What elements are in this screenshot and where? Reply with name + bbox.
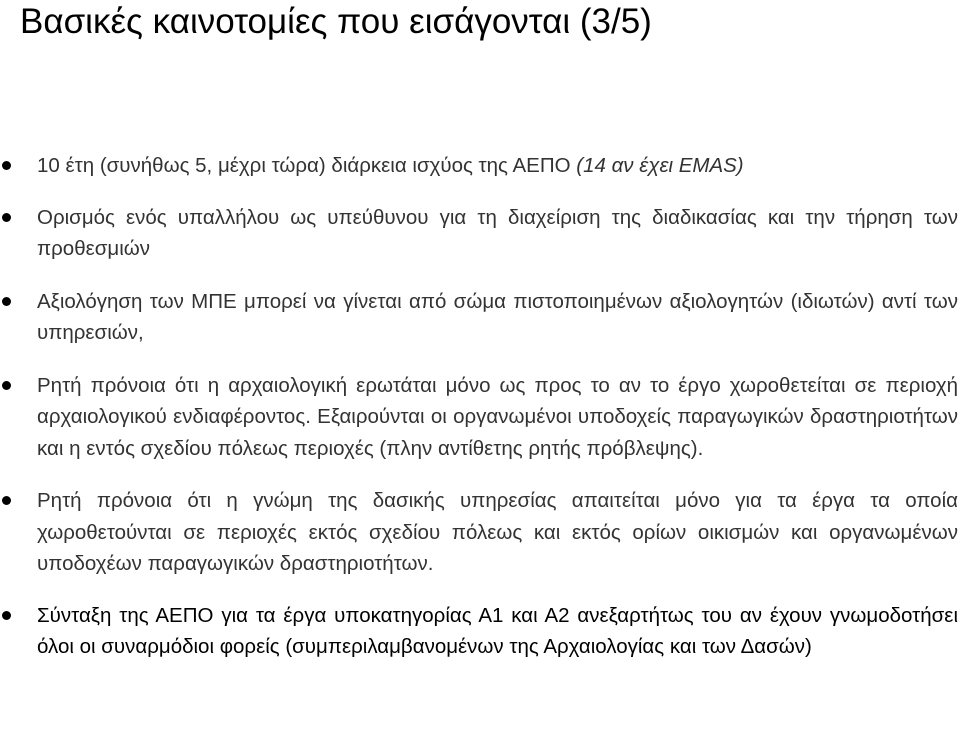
bullet-item-evaluation: [0, 286, 960, 349]
bullet-text: Αξιολόγηση των ΜΠΕ μπορεί να γίνεται από σώμα πιστοποιημένων αξιολογητών (ιδιωτών) αντί των υπηρεσιών,: [37, 289, 958, 344]
bullet-text: Σύνταξη της ΑΕΠΟ για τα έργα υποκατηγορίας Α1 και Α2 ανεξαρτήτως του αν έχουν γνωμοδοτήσει όλοι οι συναρμόδιοι φορείς (συμπεριλαμβανομένων της Αρχαιολογίας και των Δασών): [37, 603, 958, 658]
bullet-text: Ρητή πρόνοια ότι η γνώμη της δασικής υπηρεσίας απαιτείται μόνο για τα έργα τα οποία χωροθετούνται σε περιοχές εκτός σχεδίου πόλεως και εκτός ορίων οικισμών και οργανωμένων υποδοχέων παραγωγικών δραστηριοτήτων.: [37, 489, 958, 575]
bullet-item-archaeology: [0, 370, 960, 465]
bullet-dot-icon: [2, 381, 11, 390]
bullet-emphasis: (14 αν έχει EMAS): [576, 154, 744, 177]
bullet-item-officer: [0, 202, 960, 265]
bullet-text: Ρητή πρόνοια ότι η αρχαιολογική ερωτάται μόνο ως προς το αν το έργο χωροθετείται σε περιοχή αρχαιολογικού ενδιαφέροντος. Εξαιρούνται οι οργανωμένοι υποδοχείς παραγωγικών δραστηριοτήτων και η εντός σχεδίου πόλεως περιοχές (πλην αντίθετης ρητής πρόβλεψης).: [37, 373, 958, 460]
bullet-item-forestry: [0, 485, 960, 580]
slide-title: Βασικές καινοτομίες που εισάγονται (3/5): [20, 2, 652, 41]
bullet-dot-icon: [2, 611, 11, 620]
bullet-dot-icon: [2, 496, 11, 505]
bullet-item-validity: [0, 150, 960, 182]
bullet-text: Ορισμός ενός υπαλλήλου ως υπεύθυνου για τη διαχείριση της διαδικασίας και την τήρηση των προθεσμιών: [37, 205, 958, 260]
bullet-dot-icon: [2, 297, 11, 306]
bullet-item-aepo-drafting: [0, 600, 960, 663]
bullet-dot-icon: [2, 213, 11, 222]
bullet-list: [0, 150, 960, 684]
bullet-text: 10 έτη (συνήθως 5, μέχρι τώρα) διάρκεια ισχύος της ΑΕΠΟ: [37, 154, 577, 177]
bullet-dot-icon: [2, 161, 11, 170]
